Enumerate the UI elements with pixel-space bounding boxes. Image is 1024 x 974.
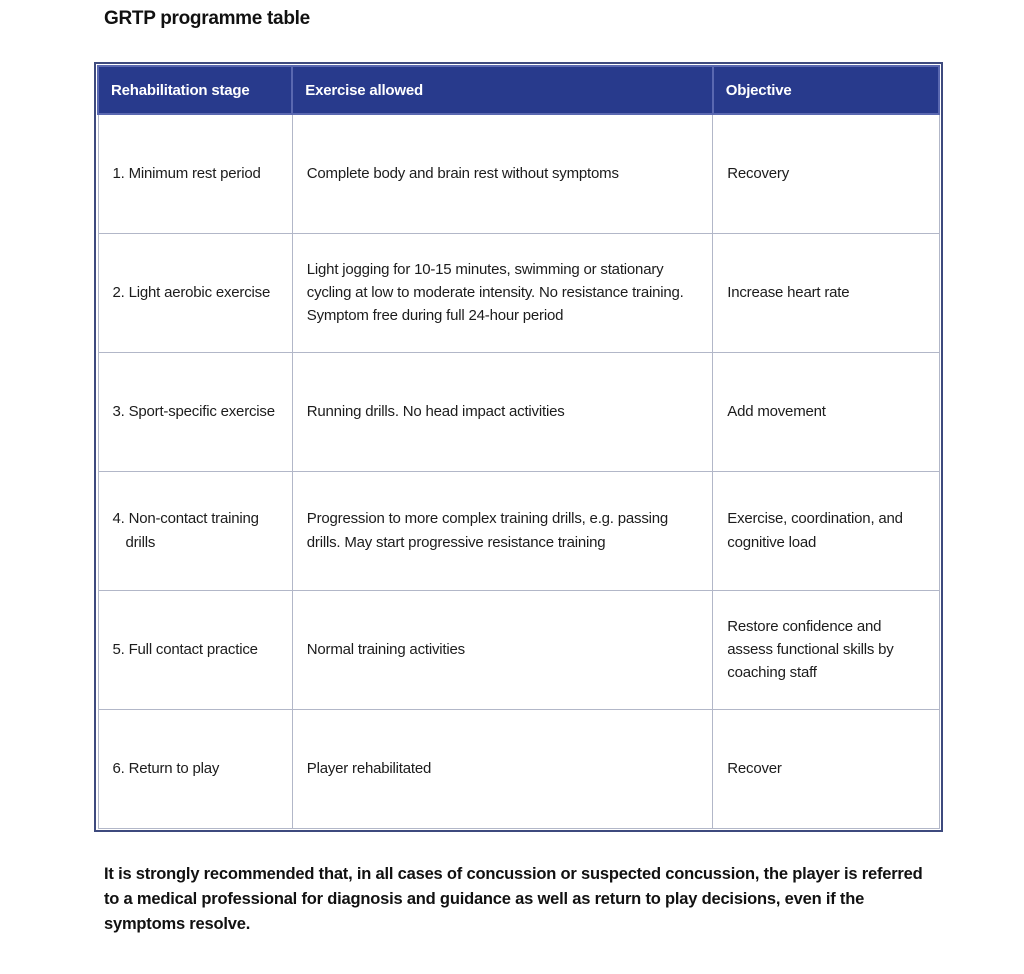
page-title: GRTP programme table — [104, 8, 310, 29]
stage-text: 6. Return to play — [112, 759, 220, 777]
table-header-row — [98, 66, 939, 114]
table-row — [98, 709, 939, 828]
cell-exercise-allowed: Player rehabilitated — [292, 709, 713, 828]
table-row — [98, 352, 939, 471]
stage-text: 4. Non-contact training drills — [112, 510, 259, 551]
cell-exercise-allowed: Complete body and brain rest without symptoms — [292, 114, 713, 233]
table-row — [98, 114, 939, 233]
cell-exercise-allowed: Light jogging for 10-15 minutes, swimming or stationary cycling at low to moderate intensity. No resistance training. Symptom free during full 24-hour period — [292, 233, 713, 352]
table-row — [98, 233, 939, 352]
column-header-exercise-allowed: Exercise allowed — [292, 66, 713, 114]
cell-rehabilitation-stage — [98, 471, 292, 590]
cell-objective: Increase heart rate — [713, 233, 939, 352]
cell-objective: Recover — [713, 709, 939, 828]
cell-exercise-allowed: Normal training activities — [292, 590, 713, 709]
table-row — [98, 471, 939, 590]
column-header-objective: Objective — [713, 66, 939, 114]
cell-exercise-allowed: Running drills. No head impact activities — [292, 352, 713, 471]
column-header-rehabilitation-stage: Rehabilitation stage — [98, 66, 292, 114]
cell-rehabilitation-stage — [98, 233, 292, 352]
cell-rehabilitation-stage — [98, 709, 292, 828]
grtp-table — [97, 65, 940, 829]
stage-text: 3. Sport-specific exercise — [112, 402, 275, 420]
stage-text: 1. Minimum rest period — [112, 165, 261, 183]
cell-objective: Restore confidence and assess functional skills by coaching staff — [713, 590, 939, 709]
cell-rehabilitation-stage — [98, 352, 292, 471]
cell-objective: Recovery — [713, 114, 939, 233]
stage-text: 2. Light aerobic exercise — [112, 283, 271, 301]
grtp-table-container — [94, 62, 943, 832]
cell-rehabilitation-stage — [98, 114, 292, 233]
footnote-recommendation: It is strongly recommended that, in all cases of concussion or suspected concussion, the player is referred to a medical professional for diagnosis and guidance as well as return to play decisions, even if the symptoms resolve. — [104, 865, 923, 933]
cell-rehabilitation-stage — [98, 590, 292, 709]
cell-objective: Add movement — [713, 352, 939, 471]
stage-text: 5. Full contact practice — [112, 640, 258, 658]
cell-objective: Exercise, coordination, and cognitive load — [713, 471, 939, 590]
table-row — [98, 590, 939, 709]
table-body — [98, 114, 939, 828]
cell-exercise-allowed: Progression to more complex training drills, e.g. passing drills. May start progressive resistance training — [292, 471, 713, 590]
